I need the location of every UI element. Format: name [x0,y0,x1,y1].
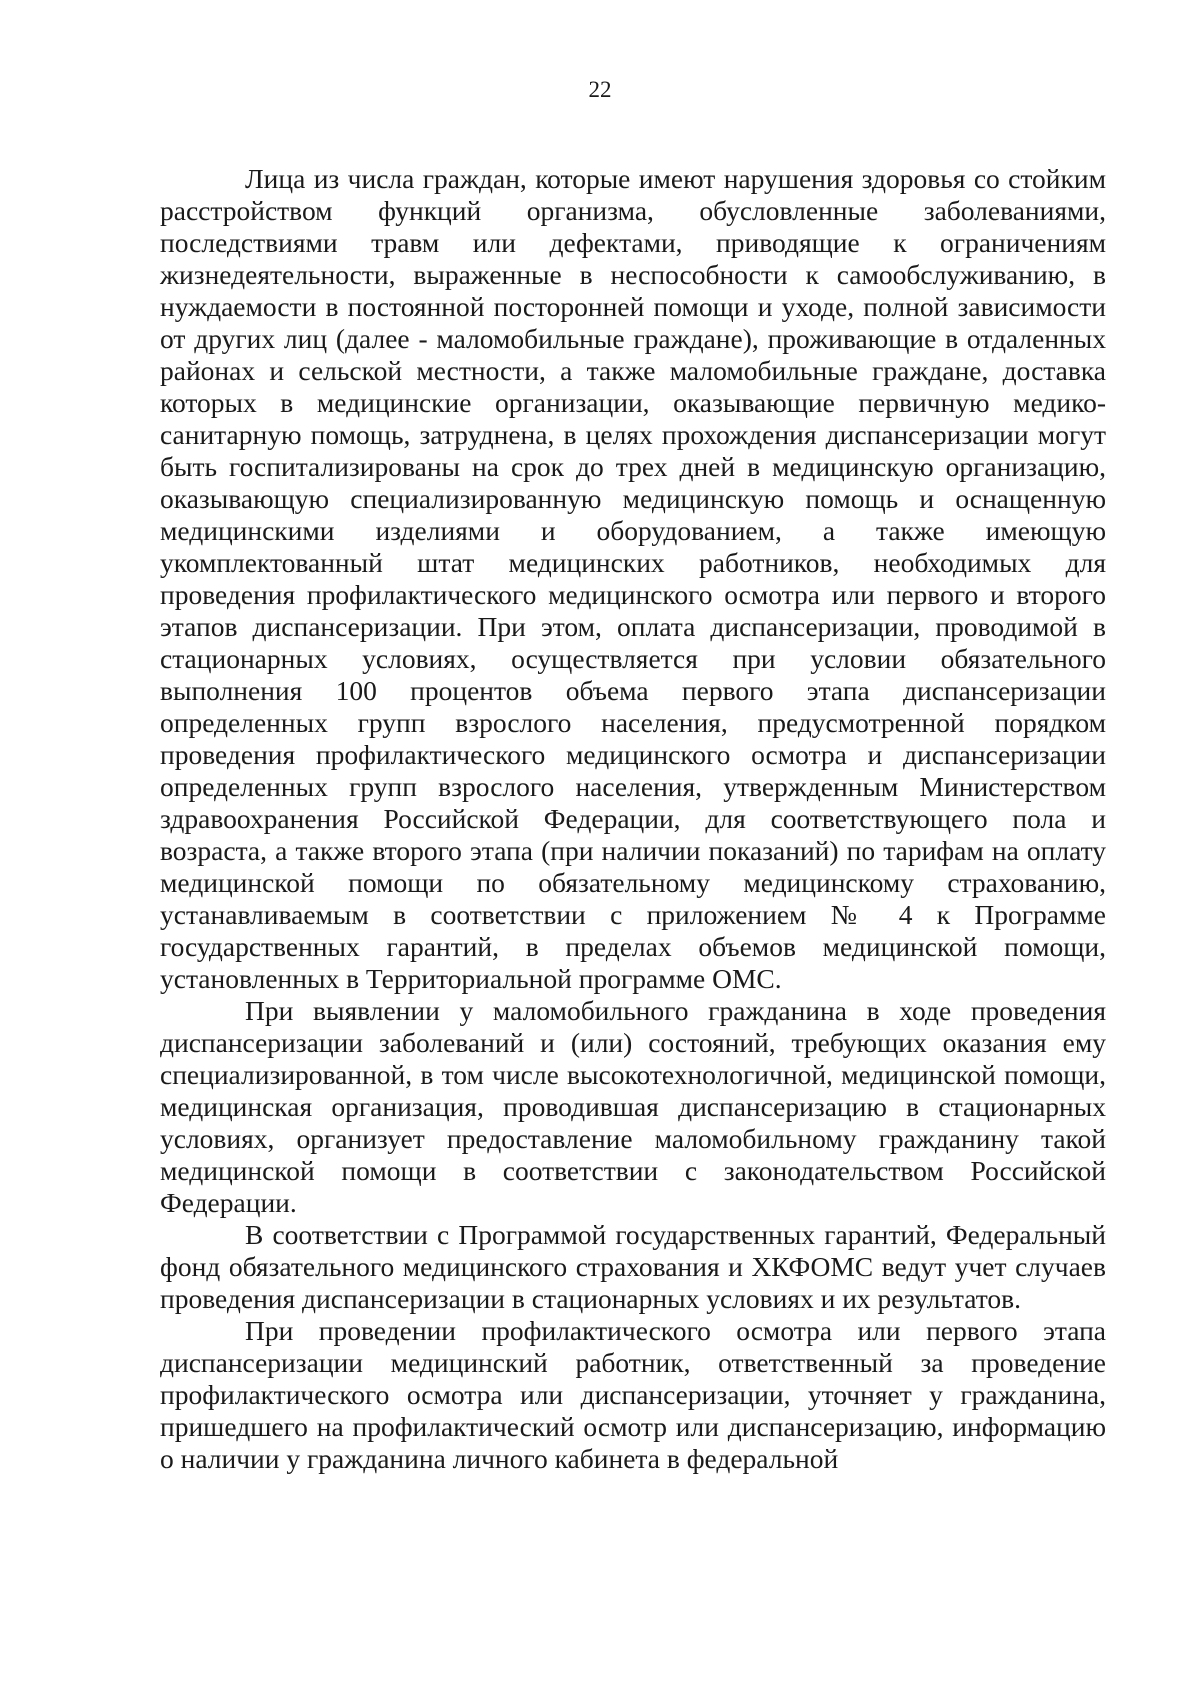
paragraph: При выявлении у маломобильного гражданина в ходе проведения диспансеризации заболеваний и (или) состояний, требующих оказания ему специализированной, в том числе высокотехнологичной, медицинской помощи, медицинская организация, проводившая диспансеризацию в стационарных условиях, организует предоставление маломобильному гражданину такой медицинской помощи в соответствии с законодательством Российской Федерации. [160,995,1106,1218]
paragraph: В соответствии с Программой государственных гарантий, Федеральный фонд обязательного медицинского страхования и ХКФОМС ведут учет случаев проведения диспансеризации в стационарных условиях и их результатов. [160,1219,1106,1314]
paragraph: При проведении профилактического осмотра или первого этапа диспансеризации медицинский работник, ответственный за проведение профилактического осмотра или диспансеризации, уточняет у гражданина, пришедшего на профилактический осмотр или диспансеризацию, информацию о наличии у гражданина личного кабинета в федеральной [160,1315,1106,1474]
document-body [160,163,1106,1475]
page-number: 22 [588,77,612,102]
paragraph: Лица из числа граждан, которые имеют нарушения здоровья со стойким расстройством функций организма, обусловленные заболеваниями, последствиями травм или дефектами, приводящие к ограничениям жизнедеятельности, выраженные в неспособности к самообслуживанию, в нуждаемости в постоянной посторонней помощи и уходе, полной зависимости от других лиц (далее - маломобильные граждане), проживающие в отдаленных районах и сельской местности, а также маломобильные граждане, доставка которых в медицинские организации, оказывающие первичную медико-санитарную помощь, затруднена, в целях прохождения диспансеризации могут быть госпитализированы на срок до трех дней в медицинскую организацию, оказывающую специализированную медицинскую помощь и оснащенную медицинскими изделиями и оборудованием, а также имеющую укомплектованный штат медицинских работников, необходимых для проведения профилактического медицинского осмотра или первого и второго этапов диспансеризации. При этом, оплата диспансеризации, проводимой в стационарных условиях, осуществляется при условии обязательного выполнения 100 процентов объема первого этапа диспансеризации определенных групп взрослого населения, предусмотренной порядком проведения профилактического медицинского осмотра и диспансеризации определенных групп взрослого населения, утвержденным Министерством здравоохранения Российской Федерации, для соответствующего пола и возраста, а также второго этапа (при наличии показаний) по тарифам на оплату медицинской помощи по обязательному медицинскому страхованию, устанавливаемым в соответствии с приложением № 4 к Программе государственных гарантий, в пределах объемов медицинской помощи, установленных в Территориальной программе ОМС. [160,163,1106,994]
